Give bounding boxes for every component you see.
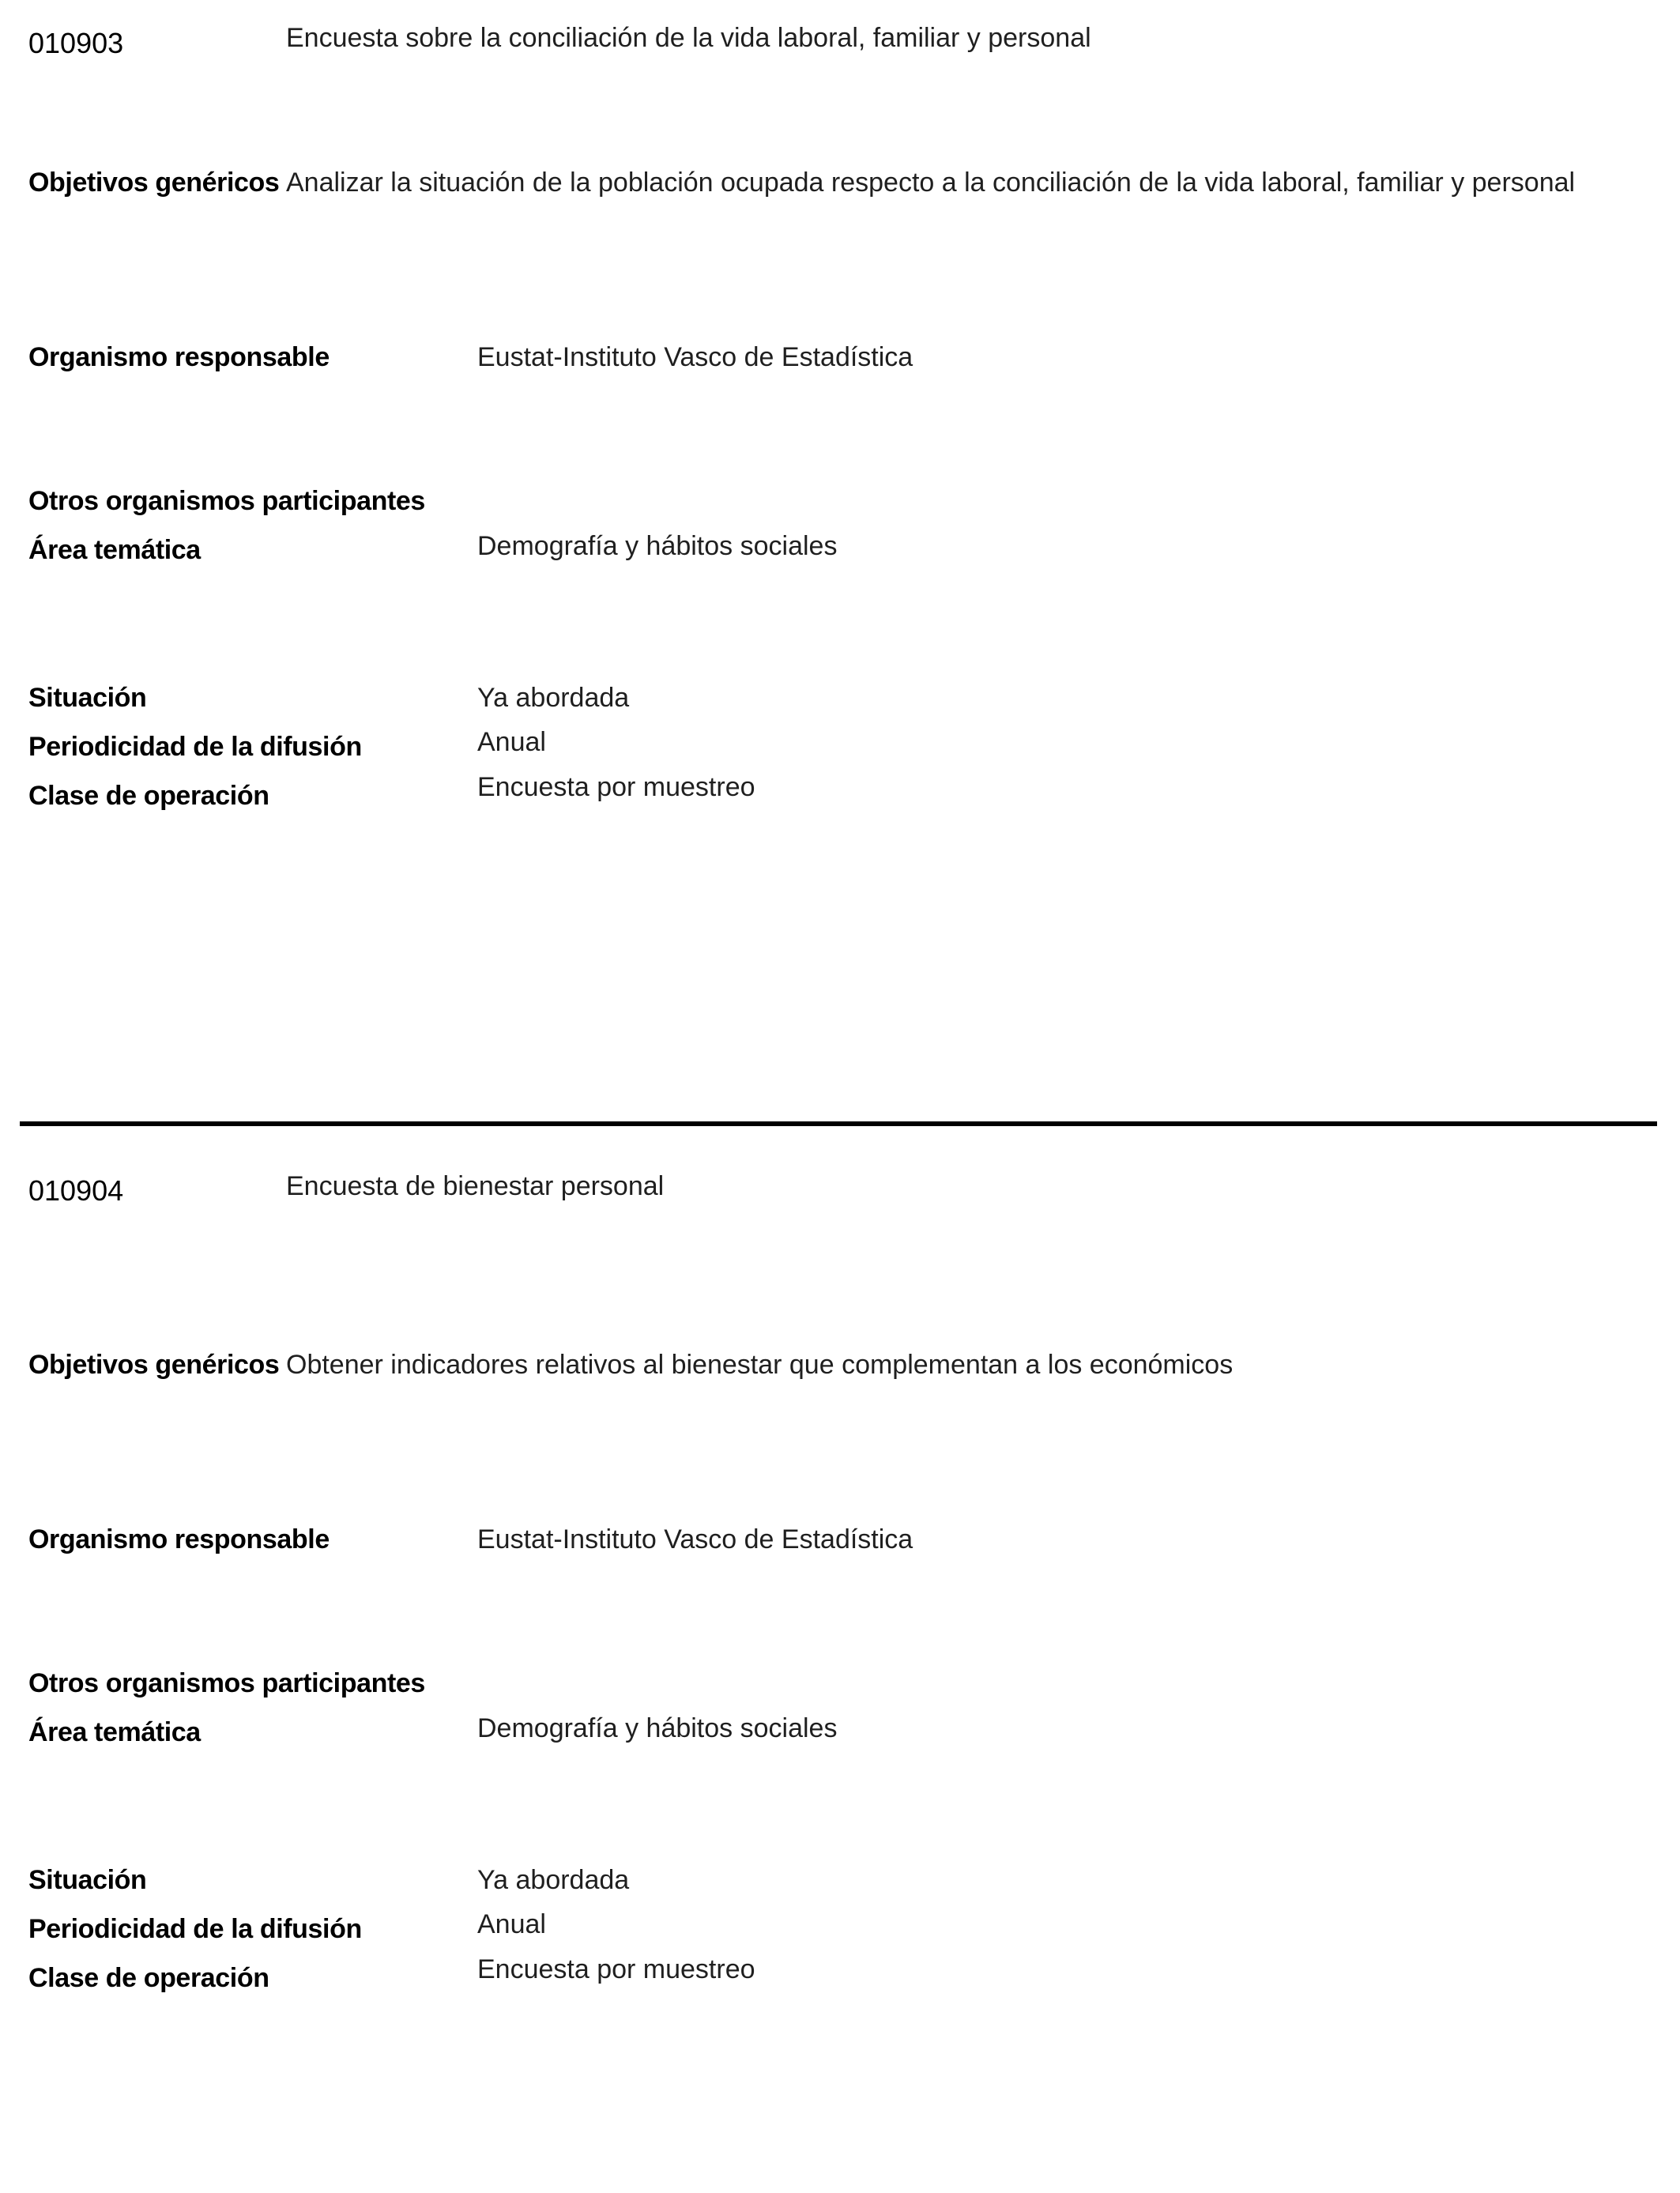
operation-code: 010903: [28, 27, 124, 59]
operation-title: Encuesta sobre la conciliación de la vida laboral, familiar y personal: [286, 23, 1091, 53]
operation-record: [0, 1149, 1680, 2137]
objetivos-value: Obtener indicadores relativos al bienestar que complementan a los económicos: [286, 1350, 1234, 1380]
situacion-value: Ya abordada: [477, 1865, 630, 1895]
periodicidad-value: Anual: [477, 1909, 546, 1939]
clase-value: Encuesta por muestreo: [477, 772, 755, 802]
situacion-value: Ya abordada: [477, 683, 630, 713]
clase-label: Clase de operación: [28, 781, 269, 811]
situacion-label: Situación: [28, 683, 147, 713]
otros-organismos-label: Otros organismos participantes: [28, 486, 425, 516]
organismo-label: Organismo responsable: [28, 342, 330, 372]
area-value: Demografía y hábitos sociales: [477, 1713, 838, 1743]
objetivos-value: Analizar la situación de la población ocupada respecto a la conciliación de la vida laboral, familiar y personal: [286, 168, 1576, 198]
periodicidad-label: Periodicidad de la difusión: [28, 732, 362, 762]
periodicidad-value: Anual: [477, 727, 546, 757]
clase-value: Encuesta por muestreo: [477, 1954, 755, 1984]
area-label: Área temática: [28, 1717, 201, 1747]
record-divider: [20, 1121, 1657, 1126]
periodicidad-label: Periodicidad de la difusión: [28, 1914, 362, 1944]
area-label: Área temática: [28, 535, 201, 565]
objetivos-label: Objetivos genéricos: [28, 1350, 280, 1380]
organismo-label: Organismo responsable: [28, 1524, 330, 1554]
objetivos-label: Objetivos genéricos: [28, 168, 280, 198]
situacion-label: Situación: [28, 1865, 147, 1895]
operation-code: 010904: [28, 1174, 124, 1207]
operation-title: Encuesta de bienestar personal: [286, 1171, 665, 1201]
organismo-value: Eustat-Instituto Vasco de Estadística: [477, 1524, 913, 1554]
operation-record: [0, 0, 1680, 988]
organismo-value: Eustat-Instituto Vasco de Estadística: [477, 342, 913, 372]
area-value: Demografía y hábitos sociales: [477, 531, 838, 561]
otros-organismos-label: Otros organismos participantes: [28, 1668, 425, 1698]
clase-label: Clase de operación: [28, 1963, 269, 1993]
